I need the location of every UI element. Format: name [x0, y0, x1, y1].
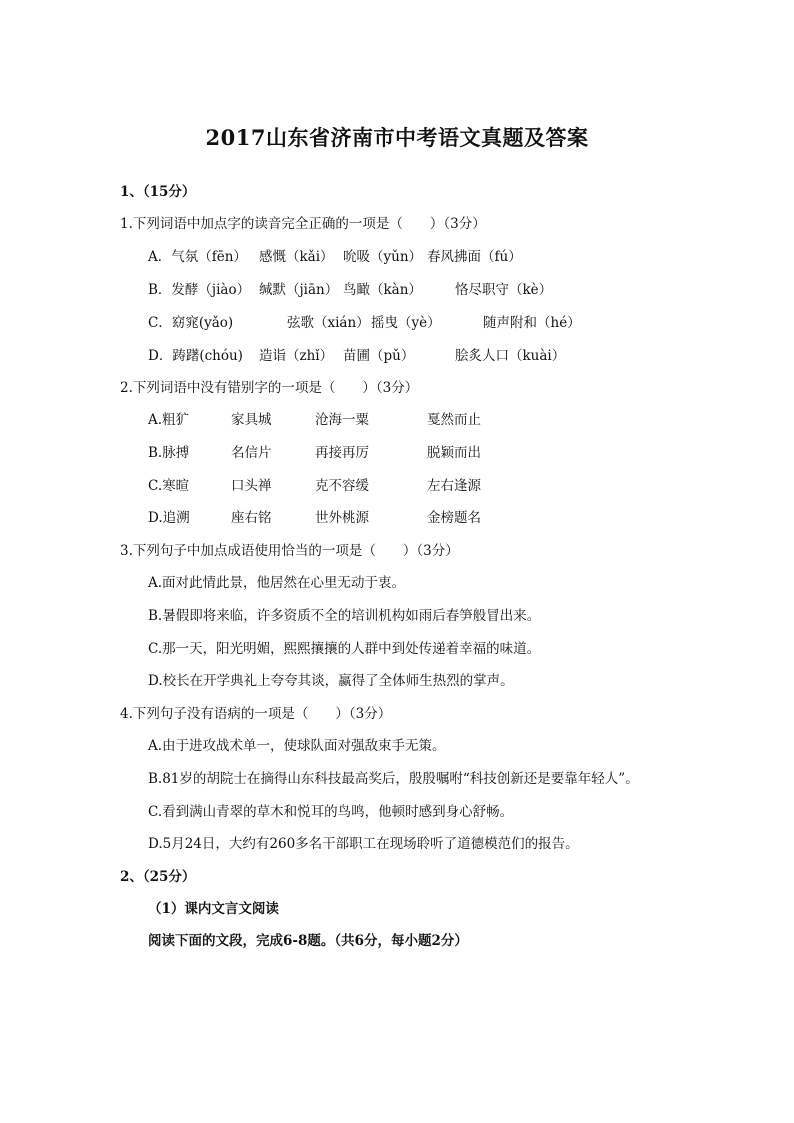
- option-cell: 金榜题名: [427, 510, 481, 526]
- option-cell: 世外桃源: [315, 510, 369, 526]
- question-3-option-b: B.暑假即将来临，许多资质不全的培训机构如雨后春笋般冒出来。: [148, 608, 541, 624]
- question-2-option-a: [148, 411, 481, 429]
- option-cell: 脱颖而出: [427, 445, 481, 461]
- option-cell: C．窈窕(yǎo): [148, 315, 234, 331]
- option-cell: 家具城: [231, 412, 272, 428]
- question-1-option-b: [148, 281, 552, 299]
- option-cell: 脍炙人口（kuài）: [455, 348, 566, 364]
- option-cell: B．发酵（jiào）: [148, 282, 251, 298]
- option-cell: 弦歌（xián）: [287, 315, 370, 331]
- question-2-option-c: [148, 477, 481, 495]
- question-1-option-a: [148, 248, 522, 266]
- option-cell: 缄默（jiān）: [259, 282, 339, 298]
- question-4-option-d: D.5月24日，大约有260多名干部职工在现场聆听了道德模范们的报告。: [148, 836, 579, 852]
- option-cell: 造诣（zhǐ）: [259, 348, 334, 364]
- question-3-option-d: D.校长在开学典礼上夸夸其谈，赢得了全体师生热烈的掌声。: [148, 673, 514, 689]
- question-2-option-d: [148, 509, 481, 527]
- option-cell: A.粗犷: [148, 412, 190, 428]
- question-1-option-c: [148, 314, 581, 332]
- question-3-option-a: A.面对此情此景，他居然在心里无动于衷。: [148, 575, 406, 591]
- option-cell: 春风拂面（fú）: [427, 249, 522, 265]
- question-1-option-d: [148, 347, 565, 365]
- option-cell: D.追溯: [148, 510, 190, 526]
- question-2-option-b: [148, 444, 481, 462]
- option-cell: D．踌躇(chóu): [148, 348, 243, 364]
- reading-instruction: 阅读下面的文段，完成6-8题。（共6分，每小题2分）: [148, 933, 468, 949]
- option-cell: 摇曳（yè）: [371, 315, 441, 331]
- option-cell: 戛然而止: [427, 412, 481, 428]
- question-4-stem: 4.下列句子没有语病的一项是（ ）（3分）: [120, 706, 392, 722]
- option-cell: C.寒暄: [148, 478, 190, 494]
- question-2-stem: 2.下列词语中没有错别字的一项是（ ）（3分）: [120, 380, 419, 396]
- question-4-option-a: A.由于进攻战术单一，使球队面对强敌束手无策。: [148, 738, 446, 754]
- option-cell: 口头禅: [231, 478, 272, 494]
- option-cell: 感慨（kǎi）: [259, 249, 334, 265]
- question-3-stem: 3.下列句子中加点成语使用恰当的一项是（ ）（3分）: [120, 543, 459, 559]
- option-cell: 座右铭: [231, 510, 272, 526]
- option-cell: 随声附和（hé）: [483, 315, 581, 331]
- subsection-heading: （1）课内文言文阅读: [148, 901, 279, 917]
- option-cell: 鸟瞰（kàn）: [343, 282, 422, 298]
- option-cell: 再接再厉: [315, 445, 369, 461]
- option-cell: 克不容缓: [315, 478, 369, 494]
- question-4-option-c: C.看到满山青翠的草木和悦耳的鸟鸣，他顿时感到身心舒畅。: [148, 804, 514, 820]
- section-1-heading: 1、（15分）: [120, 184, 196, 200]
- option-cell: 沧海一粟: [315, 412, 369, 428]
- section-2-heading: 2、（25分）: [120, 869, 196, 885]
- page-title: 2017山东省济南市中考语文真题及答案: [205, 125, 589, 150]
- question-3-option-c: C.那一天，阳光明媚，熙熙攘攘的人群中到处传递着幸福的味道。: [148, 641, 541, 657]
- option-cell: 苗圃（pǔ）: [343, 348, 415, 364]
- option-cell: A．气氛（fēn）: [148, 249, 247, 265]
- option-cell: 左右逢源: [427, 478, 481, 494]
- option-cell: 名信片: [231, 445, 272, 461]
- option-cell: 恪尽职守（kè）: [455, 282, 553, 298]
- question-1-stem: 1.下列词语中加点字的读音完全正确的一项是（ ）（3分）: [120, 216, 486, 232]
- option-cell: B.脉搏: [148, 445, 190, 461]
- option-cell: 吮吸（yǔn）: [343, 249, 423, 265]
- question-4-option-b: B.81岁的胡院士在摘得山东科技最高奖后，殷殷嘱咐“科技创新还是要靠年轻人”。: [148, 771, 639, 787]
